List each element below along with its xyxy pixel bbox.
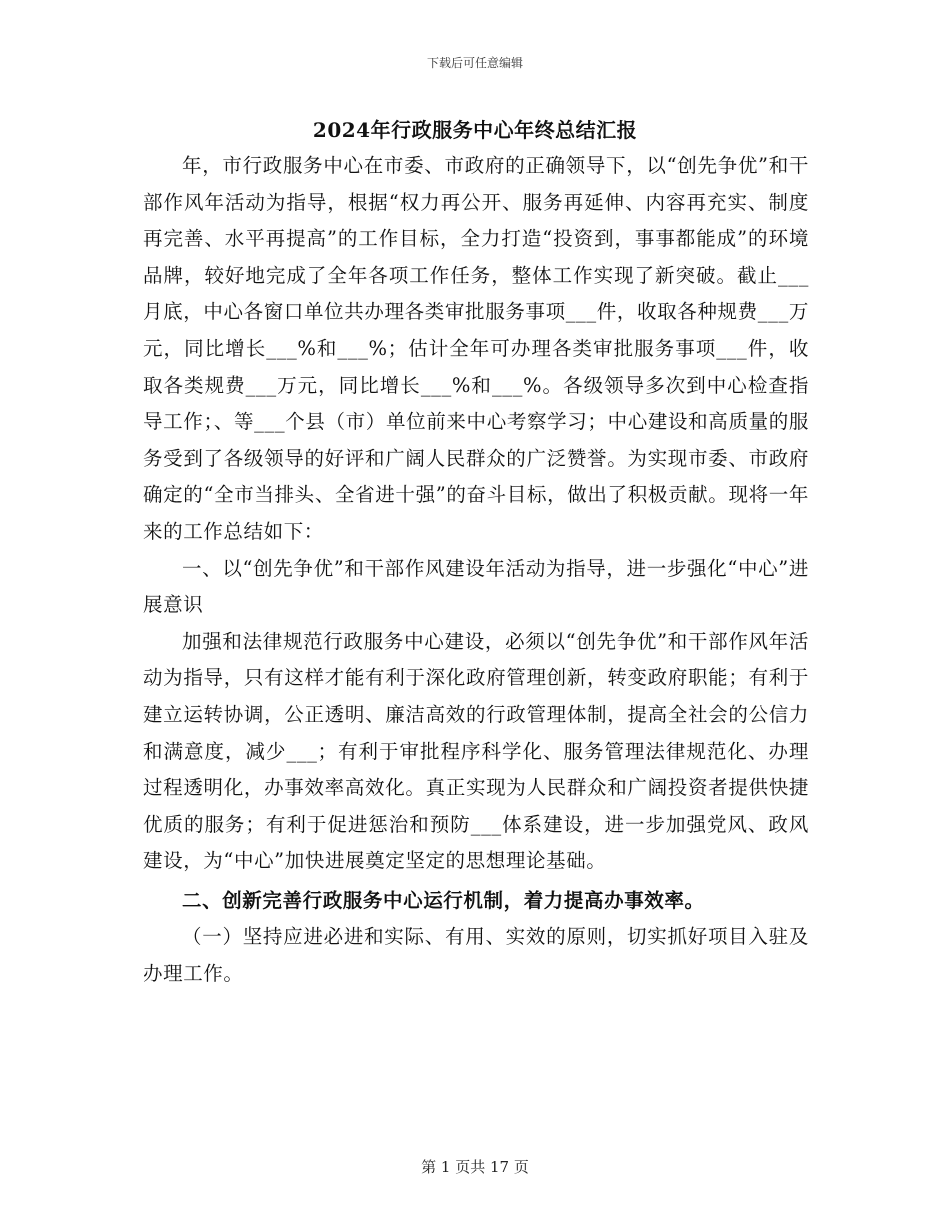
section-heading-1: 一、以“创先争优”和干部作风建设年活动为指导，进一步强化“中心”进展意识	[143, 556, 809, 617]
page-header-note: 下载后可任意编辑	[426, 56, 523, 70]
page-number: 第 1 页共 17 页	[421, 1158, 529, 1176]
document-body	[143, 148, 809, 993]
intro-paragraph: 年，市行政服务中心在市委、市政府的正确领导下，以“创先争优”和干部作风年活动为指导，根据“权力再公开、服务再延伸、内容再充实、制度再完善、水平再提高”的工作目标，全力打造“投资到，事事都能成”的环境品牌，较好地完成了全年各项工作任务，整体工作实现了新突破。截止___月底，中心各窗口单位共办理各类审批服务事项___件，收取各种规费___万元，同比增长___%和___%；估计全年可办理各类审批服务事项___件，收取各类规费___万元，同比增长___%和___%。各级领导多次到中心检查指导工作；、等___个县（市）单位前来中心考察学习；中心建设和高质量的服务受到了各级领导的好评和广阔人民群众的广泛赞誉。为实现市委、市政府确定的“全市当排头、全省进十强”的奋斗目标，做出了积极贡献。现将一年来的工作总结如下：	[143, 154, 809, 543]
section-1-paragraph: 加强和法律规范行政服务中心建设，必须以“创先争优”和干部作风年活动为指导，只有这样才能有利于深化政府管理创新，转变政府职能；有利于建立运转协调，公正透明、廉洁高效的行政管理体制，提高全社会的公信力和满意度，减少___；有利于审批程序科学化、服务管理法律规范化、办理过程透明化，办事效率高效化。真正实现为人民群众和广阔投资者提供快捷优质的服务；有利于促进惩治和预防___体系建设，进一步加强党风、政风建设，为“中心”加快进展奠定坚定的思想理论基础。	[143, 629, 809, 873]
subsection-heading-1: （一）坚持应进必进和实际、有用、实效的原则，切实抓好项目入驻及办理工作。	[143, 925, 809, 986]
section-heading-2: 二、创新完善行政服务中心运行机制，着力提高办事效率。	[182, 888, 705, 912]
document-title: 2024年行政服务中心年终总结汇报	[312, 118, 638, 142]
